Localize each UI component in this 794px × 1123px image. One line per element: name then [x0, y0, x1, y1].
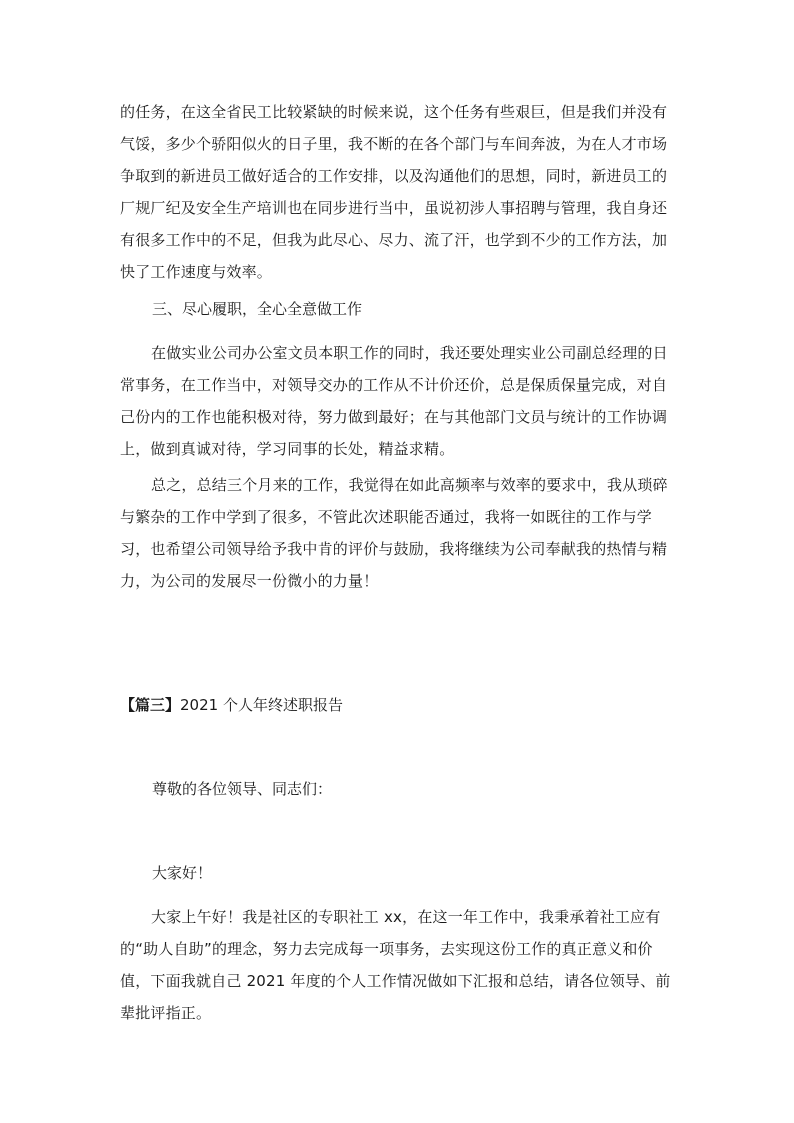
section-label: 【篇三】	[120, 696, 181, 714]
greeting: 大家好！	[152, 864, 213, 882]
section-title-text: 2021 个人年终述职报告	[180, 696, 343, 714]
paragraph-intro: 大家上午好！我是社区的专职社工 xx，在这一年工作中，我秉承着社工应有的“助人自助”的理念，努力去完成每一项事务，去实现这份工作的真正意义和价值，下面我就自己 2021 年度的个人工作情况做如下汇报和总结，请各位领导、前辈批评指正。	[120, 908, 671, 1022]
paragraph-duty: 在做实业公司办公室文员本职工作的同时，我还要处理实业公司副总经理的日常事务，在工作当中，对领导交办的工作从不计价还价，总是保质保量完成，对自己份内的工作也能积极对待，努力做到最好；在与其他部门文员与统计的工作协调上，做到真诚对待，学习同事的长处，精益求精。	[120, 344, 668, 458]
paragraph-summary: 总之，总结三个月来的工作，我觉得在如此高频率与效率的要求中，我从琐碎与繁杂的工作中学到了很多，不管此次述职能否通过，我将一如既往的工作与学习，也希望公司领导给予我中肯的评价与鼓励，我将继续为公司奉献我的热情与精力，为公司的发展尽一份微小的力量！	[120, 476, 668, 590]
section-title	[120, 689, 343, 721]
salutation: 尊敬的各位领导、同志们：	[152, 780, 333, 798]
heading-three: 三、尽心履职，全心全意做工作	[152, 300, 363, 318]
continuation-paragraph: 的任务，在这全省民工比较紧缺的时候来说，这个任务有些艰巨，但是我们并没有气馁，多少个骄阳似火的日子里，我不断的在各个部门与车间奔波，为在人才市场争取到的新进员工做好适合的工作安排，以及沟通他们的思想，同时，新进员工的厂规厂纪及安全生产培训也在同步进行当中，虽说初涉人事招聘与管理，我自身还有很多工作中的不足，但我为此尽心、尽力、流了汗，也学到不少的工作方法，加快了工作速度与效率。	[120, 103, 668, 281]
